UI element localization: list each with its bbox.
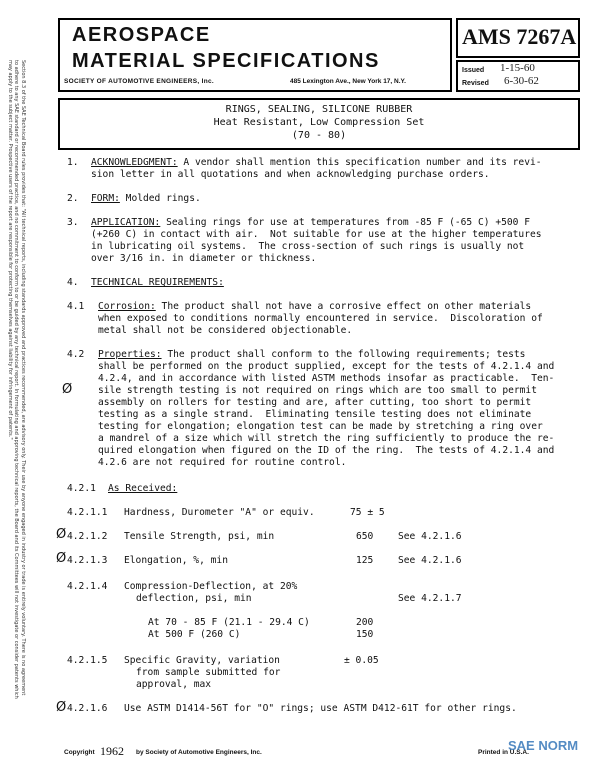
gravity-line-3: approval, max bbox=[136, 679, 212, 690]
req-see-note: See 4.2.1.6 bbox=[398, 555, 462, 566]
side-legal-text: Section 8.3 of the SAE Technical Board rules provides that: "All technical reports, including standards approved and practices recommended, are advisory only. Their use by anyone engaged in industry or trade is entirely voluntary. There is no agreement to adhere to any SAE standard or recommended practice, and no commitment to conform to or be guided by any technical report. In formulating and approving technical reports, the Board and its Committees will not investigate or consider patents which may apply to the subject matter. Prospective users of the report are responsible for protecting themselves against liability for infringement of patents." bbox=[7, 60, 26, 699]
req-value: 75 ± 5 bbox=[350, 507, 385, 518]
compression-value: 200 bbox=[356, 617, 374, 628]
header-address: 485 Lexington Ave., New York 17, N.Y. bbox=[290, 78, 406, 85]
revision-mark-4-2: Ø bbox=[62, 382, 73, 397]
req-label: Compression-Deflection, at 20% bbox=[124, 581, 298, 592]
section-4-2-line-9: quired elongation when figured on the ID of the ring. The tests of 4.2.1.4 and bbox=[98, 445, 555, 456]
section-4-2-line-1: The product shall conform to the following requirements; tests bbox=[161, 349, 526, 360]
section-4-1-line-2: when exposed to conditions normally encountered in service. Discoloration of bbox=[98, 313, 543, 324]
section-4-2-1-heading: As Received: bbox=[108, 483, 178, 494]
title-line-2: Heat Resistant, Low Compression Set bbox=[213, 117, 425, 128]
side-legal-note bbox=[2, 60, 26, 700]
req-see-note: See 4.2.1.7 bbox=[398, 593, 462, 604]
req-number: 4.2.1.1 bbox=[67, 507, 108, 518]
title-line-1: RINGS, SEALING, SILICONE RUBBER bbox=[225, 104, 413, 115]
section-2-line-1: Molded rings. bbox=[119, 193, 201, 204]
section-4-2-line-5: assembly on rollers for testing and are, after cutting, too short to permit bbox=[98, 397, 532, 408]
req-number: 4.2.1.2 bbox=[67, 531, 108, 542]
section-3-line-1: Sealing rings for use at temperatures from -85 F (-65 C) +500 F bbox=[160, 217, 530, 228]
req-value: 125 bbox=[356, 555, 374, 566]
compression-label: At 500 F (260 C) bbox=[148, 629, 241, 640]
req-label-2: deflection, psi, min bbox=[136, 593, 252, 604]
section-4-1-line-3: metal shall not be considered objectionable. bbox=[98, 325, 353, 336]
section-4-2-line-2: shall be performed on the product supplied, except for the tests of 4.2.1.4 and bbox=[98, 361, 555, 372]
section-1-number: 1. bbox=[67, 157, 79, 168]
section-4-1-number: 4.1 bbox=[67, 301, 85, 312]
header-title-aerospace: AEROSPACE bbox=[72, 24, 211, 46]
section-4-2-line-10: 4.2.6 are not required for routine control. bbox=[98, 457, 347, 468]
issued-date: 1-15-60 bbox=[500, 62, 535, 74]
gravity-value: ± 0.05 bbox=[344, 655, 379, 666]
req-number: 4.2.1.3 bbox=[67, 555, 108, 566]
footer-copyright-by: by Society of Automotive Engineers, Inc. bbox=[136, 749, 262, 756]
footer-copyright-year: 1962 bbox=[100, 744, 124, 758]
gravity-number: 4.2.1.5 bbox=[67, 655, 108, 666]
section-1-line-1: A vendor shall mention this specification number and its revi- bbox=[177, 157, 542, 168]
section-1-text bbox=[91, 157, 542, 169]
header-title-specifications: MATERIAL SPECIFICATIONS bbox=[72, 50, 380, 72]
astm-text: Use ASTM D1414-56T for "O" rings; use ASTM D412-61T for other rings. bbox=[124, 703, 517, 714]
section-4-2-1-number: 4.2.1 bbox=[67, 483, 96, 494]
req-see-note: See 4.2.1.6 bbox=[398, 531, 462, 542]
revised-date: 6-30-62 bbox=[504, 75, 539, 87]
section-4-1-text bbox=[98, 301, 531, 313]
req-number: 4.2.1.4 bbox=[67, 581, 108, 592]
section-3-line-4: over 3/16 in. in diameter or thickness. bbox=[91, 253, 317, 264]
req-label: Tensile Strength, psi, min bbox=[124, 531, 275, 542]
compression-label: At 70 - 85 F (21.1 - 29.4 C) bbox=[148, 617, 310, 628]
req-label: Hardness, Durometer "A" or equiv. bbox=[124, 507, 315, 518]
compression-value: 150 bbox=[356, 629, 374, 640]
section-4-heading: TECHNICAL REQUIREMENTS: bbox=[91, 277, 224, 288]
footer-copyright-label: Copyright bbox=[64, 749, 95, 756]
section-4-2-line-8: a mandrel of a size which will stretch the ring sufficiently to produce the re- bbox=[98, 433, 555, 444]
section-4-2-number: 4.2 bbox=[67, 349, 85, 360]
spec-number: AMS 7267A bbox=[462, 24, 577, 49]
section-4-2-line-6: testing as a single strand. Eliminating tensile testing does not eliminate bbox=[98, 409, 532, 420]
section-3-text bbox=[91, 217, 530, 229]
footer-printed: Printed in U.S.A. bbox=[478, 749, 529, 756]
req-value: 650 bbox=[356, 531, 374, 542]
req-label: Elongation, %, min bbox=[124, 555, 228, 566]
revision-mark-4-2-1-2: Ø bbox=[56, 527, 67, 542]
section-2-heading: FORM: bbox=[91, 193, 120, 204]
section-3-heading: APPLICATION: bbox=[91, 217, 161, 228]
revision-mark-4-2-1-3: Ø bbox=[56, 551, 67, 566]
section-1-line-2: sion letter in all quotations and when acknowledging purchase orders. bbox=[91, 169, 490, 180]
section-1-heading: ACKNOWLEDGMENT: bbox=[91, 157, 178, 168]
revised-label: Revised bbox=[462, 80, 489, 87]
astm-number: 4.2.1.6 bbox=[67, 703, 108, 714]
section-4-2-line-4: sile strength testing is not required on rings which are too small to permit bbox=[98, 385, 537, 396]
gravity-line-2: from sample submitted for bbox=[136, 667, 281, 678]
section-4-2-line-7: testing for elongation; elongation test can be made by stretching a ring over bbox=[98, 421, 543, 432]
issued-label: Issued bbox=[462, 67, 485, 74]
revision-mark-4-2-1-6: Ø bbox=[56, 700, 67, 715]
footer-watermark: SAE NORM bbox=[508, 738, 579, 753]
section-4-2-text bbox=[98, 349, 525, 361]
section-2-number: 2. bbox=[67, 193, 79, 204]
section-4-1-line-1: The product shall not have a corrosive effect on other materials bbox=[155, 301, 532, 312]
section-3-number: 3. bbox=[67, 217, 79, 228]
section-4-2-line-3: 4.2.4, and in accordance with listed ASTM methods insofar as practicable. Ten- bbox=[98, 373, 555, 384]
section-4-number: 4. bbox=[67, 277, 79, 288]
section-3-line-3: in lubricating oil systems. The cross-section of such rings is usually not bbox=[91, 241, 525, 252]
header-organization: SOCIETY OF AUTOMOTIVE ENGINEERS, Inc. bbox=[64, 78, 215, 85]
section-3-line-2: (+260 C) in contact with air. Not suitable for use at the higher temperatures bbox=[91, 229, 542, 240]
section-4-2-heading: Properties: bbox=[98, 349, 162, 360]
section-4-1-heading: Corrosion: bbox=[98, 301, 156, 312]
gravity-line-1: Specific Gravity, variation bbox=[124, 655, 280, 666]
title-line-3: (70 - 80) bbox=[291, 130, 347, 141]
section-2-text bbox=[91, 193, 201, 205]
